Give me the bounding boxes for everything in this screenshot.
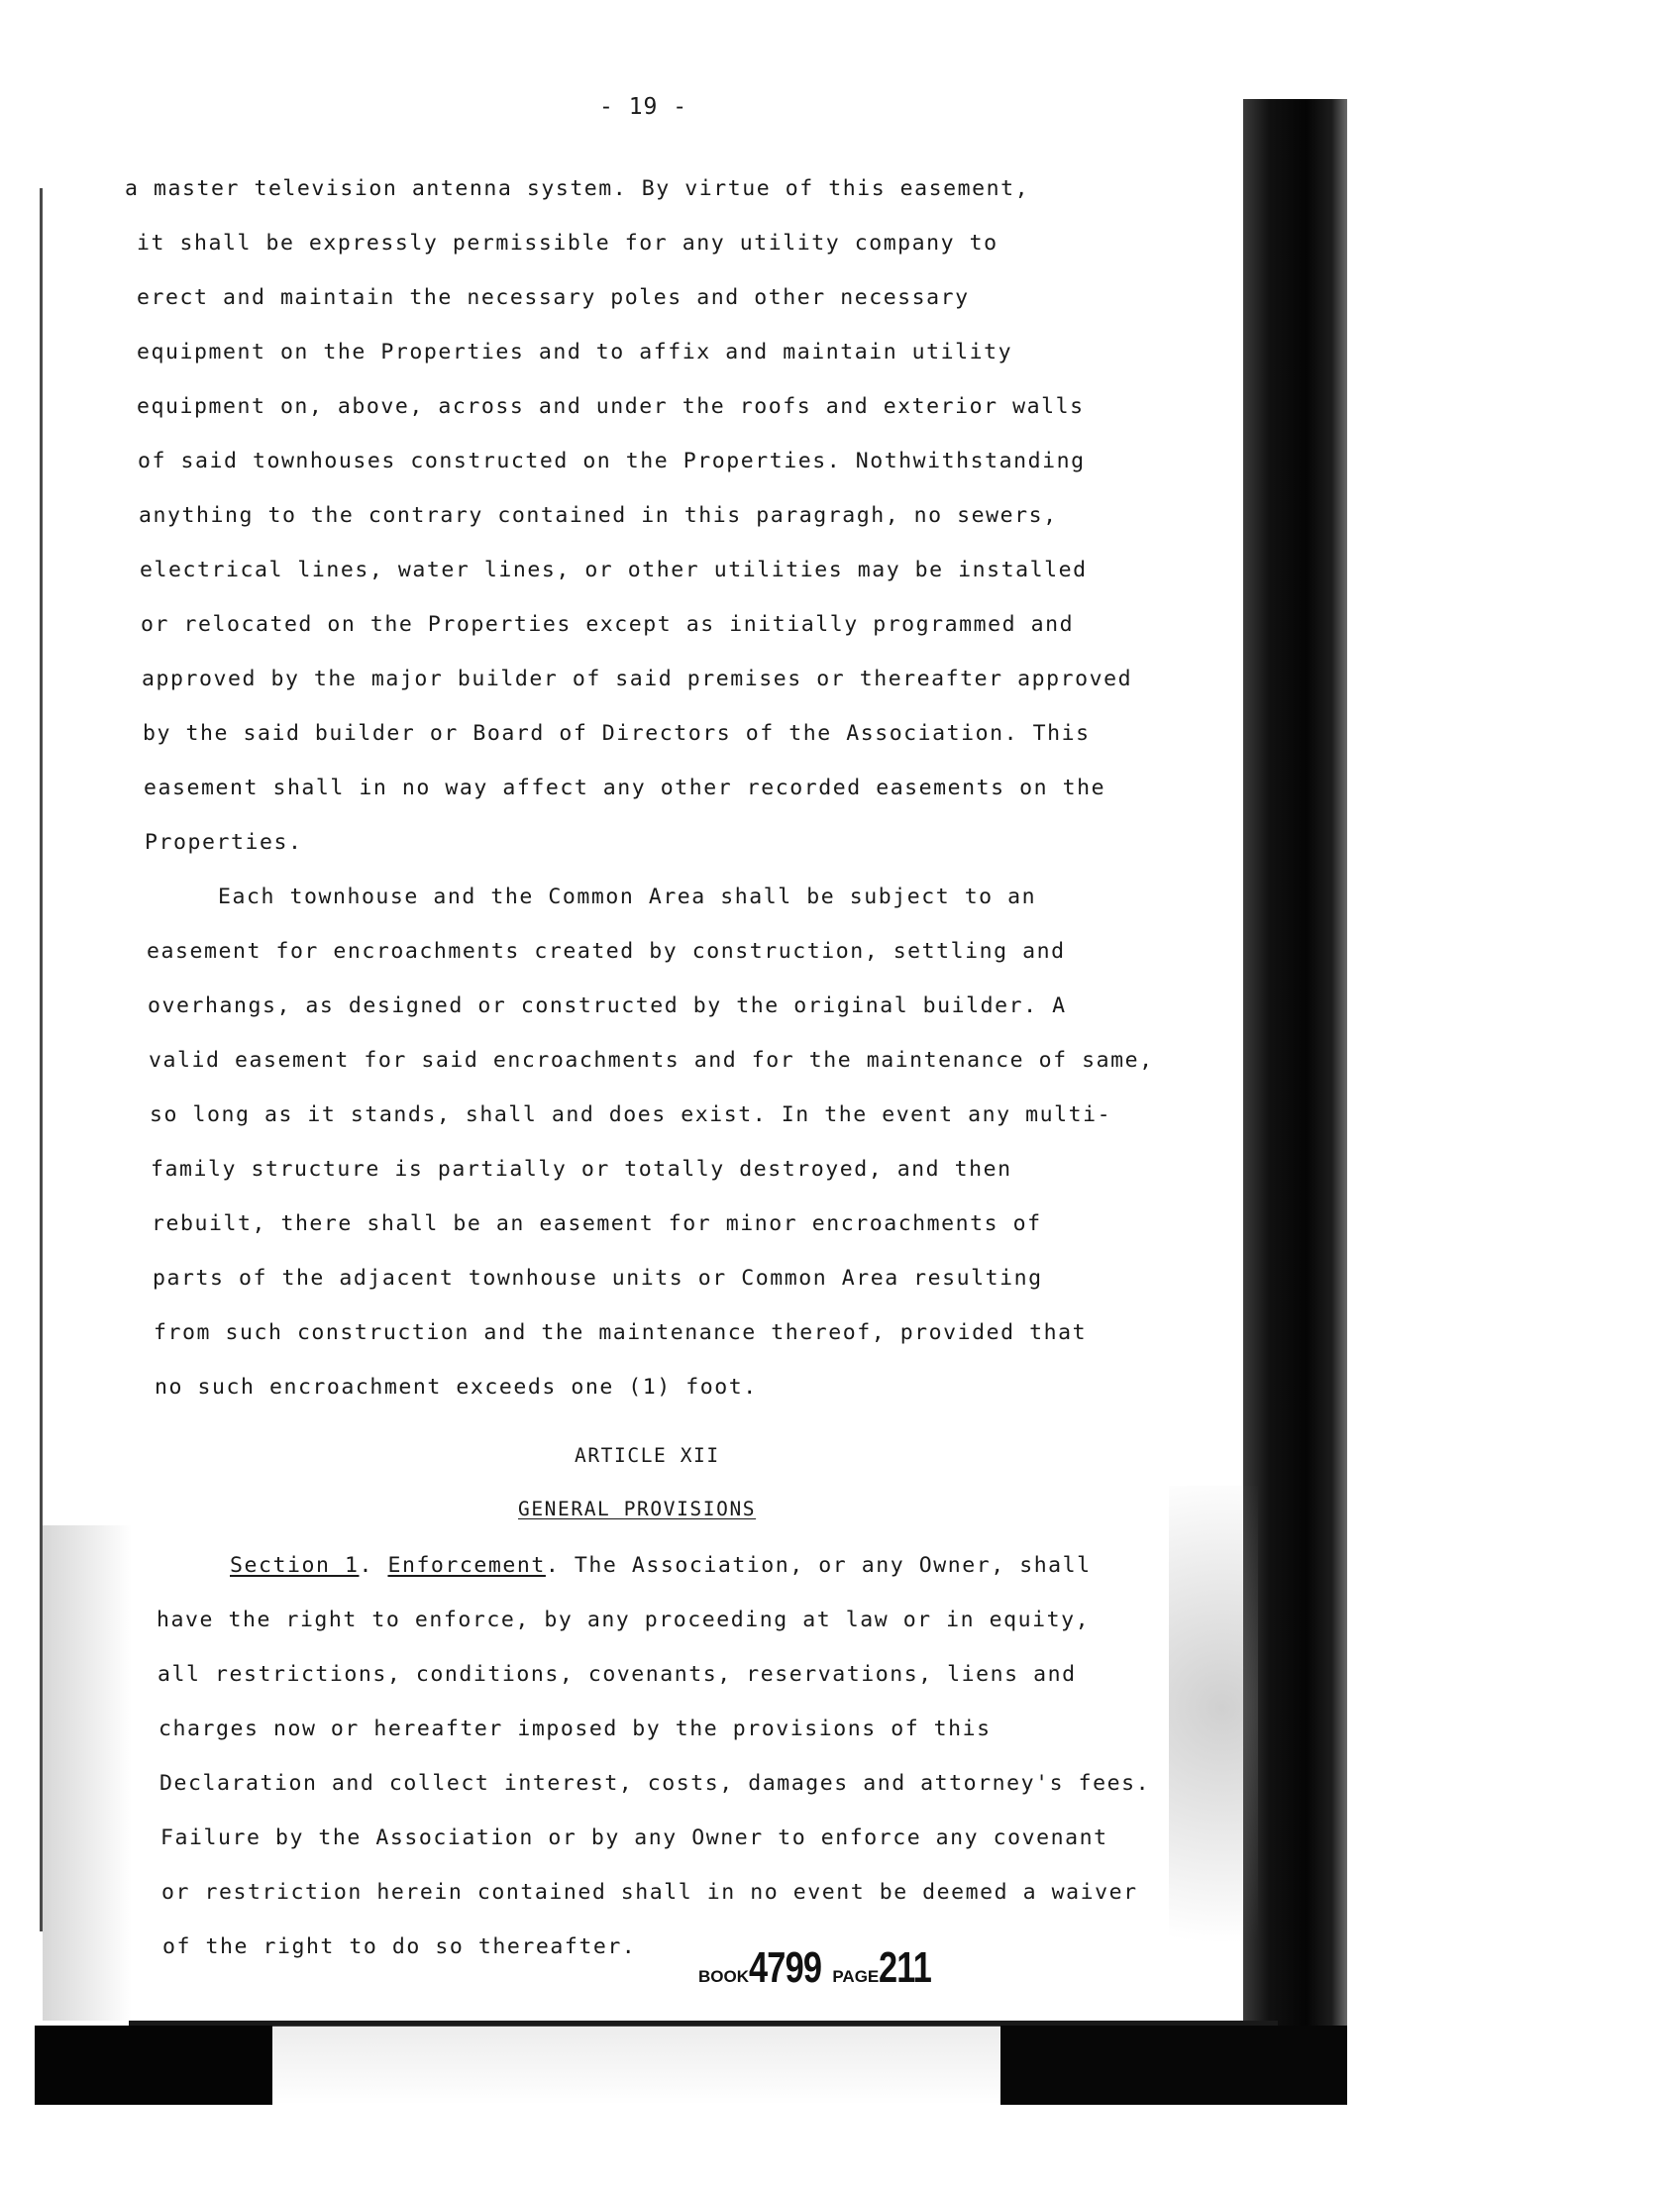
- text-line: equipment on the Properties and to affix and maintain utility: [137, 340, 1013, 364]
- scan-noise: [1169, 1486, 1258, 2040]
- text-line: a master television antenna system. By virtue of this easement,: [125, 176, 1030, 201]
- text-line: by the said builder or Board of Directors of the Association. This: [143, 721, 1091, 746]
- text-line: equipment on, above, across and under the roofs and exterior walls: [137, 394, 1085, 419]
- page-number: - 19 -: [599, 94, 688, 120]
- text-line: of said townhouses constructed on the Properties. Nothwithstanding: [138, 449, 1086, 473]
- section-first-line: . The Association, or any Owner, shall: [545, 1553, 1092, 1578]
- text-line: Properties.: [145, 830, 303, 855]
- text-line: anything to the contrary contained in this paragragh, no sewers,: [139, 503, 1058, 528]
- text-line: of the right to do so thereafter.: [162, 1934, 637, 1959]
- scan-border-bottom-mid: [272, 2026, 1005, 2105]
- text-line: parts of the adjacent townhouse units or Common Area resulting: [153, 1266, 1043, 1291]
- scan-border-right: [1243, 99, 1347, 2070]
- text-line: charges now or hereafter imposed by the provisions of this: [158, 1717, 992, 1741]
- text-line: all restrictions, conditions, covenants, reservations, liens and: [158, 1662, 1077, 1687]
- text-line: so long as it stands, shall and does exist. In the event any multi-: [150, 1102, 1112, 1127]
- scan-border-bottom-right: [1000, 2026, 1347, 2105]
- text-line: easement shall in no way affect any other recorded easements on the: [144, 776, 1106, 800]
- book-page-stamp: [698, 1943, 946, 1993]
- article-title: ARTICLE XII: [575, 1444, 720, 1467]
- scan-shadow: [43, 1525, 132, 2021]
- text-line: or restriction herein contained shall in no event be deemed a waiver: [161, 1880, 1138, 1905]
- stamp-page-label: PAGE: [832, 1967, 880, 1986]
- text-line: or relocated on the Properties except as initially programmed and: [141, 612, 1075, 637]
- stamp-page-number: 211: [879, 1943, 932, 1992]
- text-line: electrical lines, water lines, or other utilities may be installed: [140, 558, 1088, 582]
- text-line: have the right to enforce, by any proceeding at law or in equity,: [157, 1608, 1091, 1632]
- section-heading-line: [230, 1555, 1092, 1577]
- article-subtitle: GENERAL PROVISIONS: [518, 1498, 757, 1520]
- stamp-book-label: BOOK: [698, 1967, 749, 1986]
- stamp-book-number: 4799: [749, 1943, 822, 1992]
- text-line: approved by the major builder of said premises or thereafter approved: [142, 667, 1133, 691]
- text-line: valid easement for said encroachments and for the maintenance of same,: [149, 1048, 1154, 1073]
- text-line: no such encroachment exceeds one (1) foot.: [155, 1375, 758, 1400]
- text-line: Failure by the Association or by any Owner to enforce any covenant: [160, 1825, 1108, 1850]
- text-line: it shall be expressly permissible for any utility company to: [137, 231, 998, 256]
- section-title: Enforcement: [387, 1553, 546, 1578]
- text-line: from such construction and the maintenance thereof, provided that: [154, 1320, 1088, 1345]
- text-line: Each townhouse and the Common Area shall be subject to an: [218, 885, 1037, 909]
- section-label-punct: .: [359, 1553, 373, 1578]
- scan-border-bottom-left: [35, 2026, 272, 2105]
- text-line: Declaration and collect interest, costs, damages and attorney's fees.: [159, 1771, 1151, 1796]
- text-line: erect and maintain the necessary poles and other necessary: [137, 285, 970, 310]
- text-line: easement for encroachments created by construction, settling and: [147, 939, 1066, 964]
- text-line: overhangs, as designed or constructed by the original builder. A: [148, 993, 1067, 1018]
- text-line: family structure is partially or totally destroyed, and then: [151, 1157, 1012, 1182]
- section-label: Section 1: [230, 1553, 360, 1578]
- text-line: rebuilt, there shall be an easement for minor encroachments of: [152, 1211, 1042, 1236]
